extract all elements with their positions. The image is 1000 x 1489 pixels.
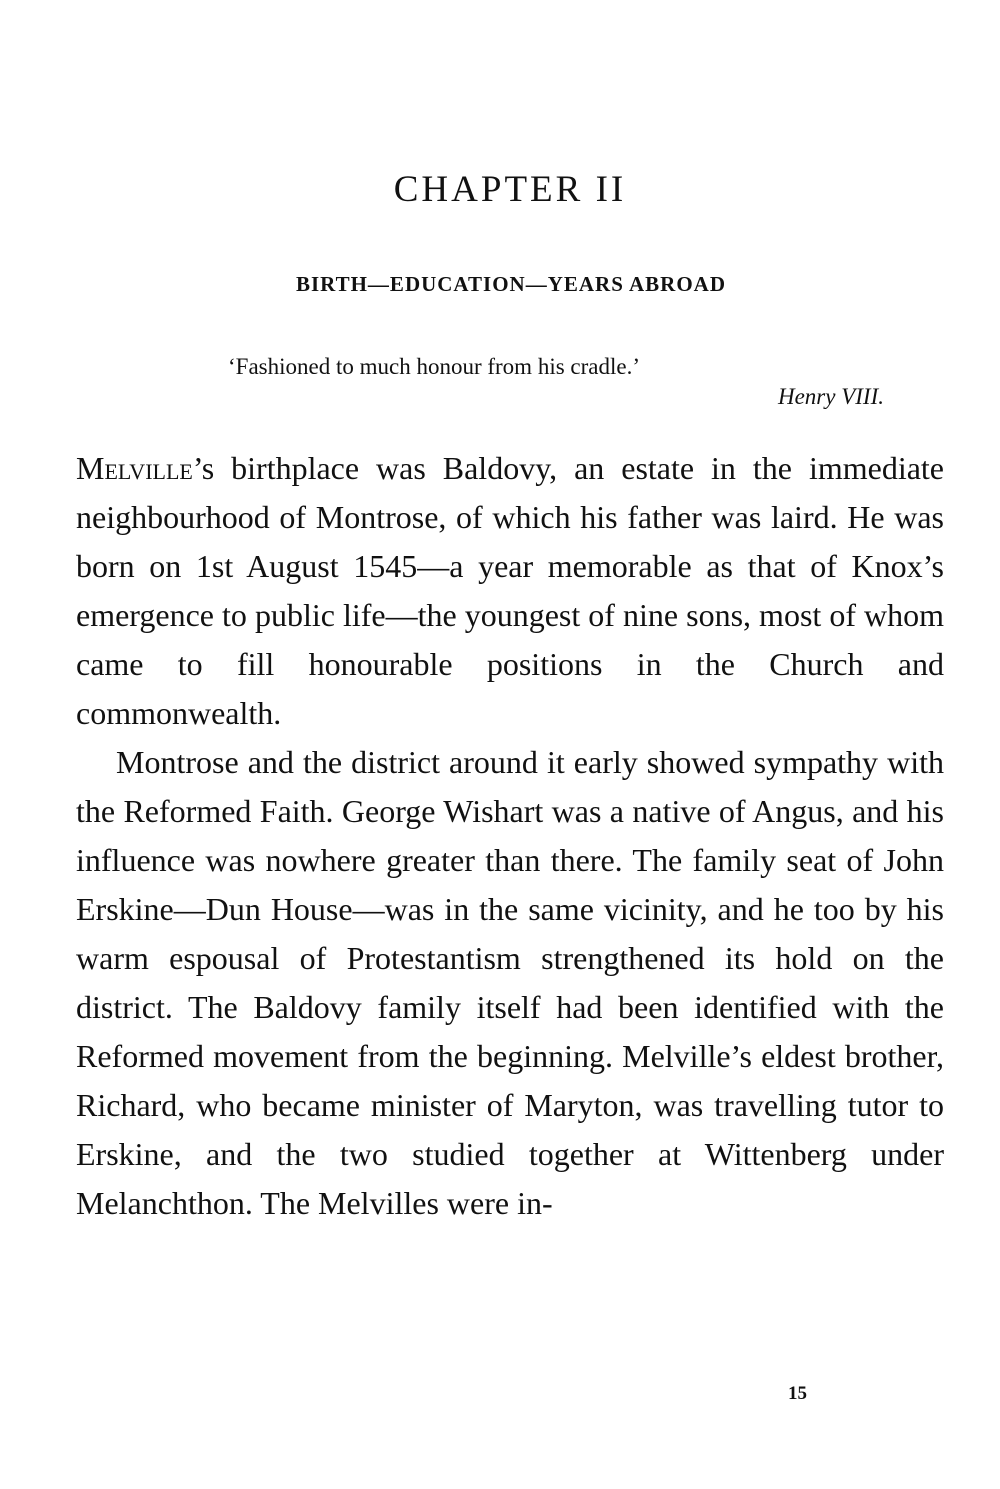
paragraph-2: Montrose and the district around it early showed sympathy with the Reformed Faith. George Wishart was a native of Angus, and his influence was nowhere greater than there. The family seat of John Erskine—Dun House—was in the same vicinity, and he too by his warm espousal of Protestantism strengthened its hold on the district. The Baldovy family itself had been identified with the Reformed movement from the beginning. Melville’s eldest brother, Richard, who became minister of Maryton, was travelling tutor to Erskine, and the two studied together at Wittenberg under Melanchthon. The Melvilles were in- bbox=[76, 744, 944, 1221]
chapter-subtitle: BIRTH—EDUCATION—YEARS ABROAD bbox=[295, 272, 726, 296]
paragraph-1-text: ’s birthplace was Baldovy, an estate in the immediate neighbourhood of Montrose, of which his father was laird. He was born on 1st August 1545—a year memorable as that of Knox’s emergence to public life—the youngest of nine sons, most of whom came to fill honourable positions in the Church and commonwealth. bbox=[76, 450, 944, 731]
epigraph-quote: ‘Fashioned to much honour from his cradle.’ bbox=[228, 354, 640, 379]
page-number: 15 bbox=[788, 1383, 807, 1404]
epigraph-source: Henry VIII. bbox=[777, 384, 884, 409]
paragraph-lead-word: Melville bbox=[76, 450, 193, 486]
paragraph-1 bbox=[76, 444, 944, 738]
epigraph bbox=[228, 352, 888, 412]
body-text bbox=[76, 444, 944, 1228]
chapter-title: CHAPTER II bbox=[393, 169, 627, 210]
